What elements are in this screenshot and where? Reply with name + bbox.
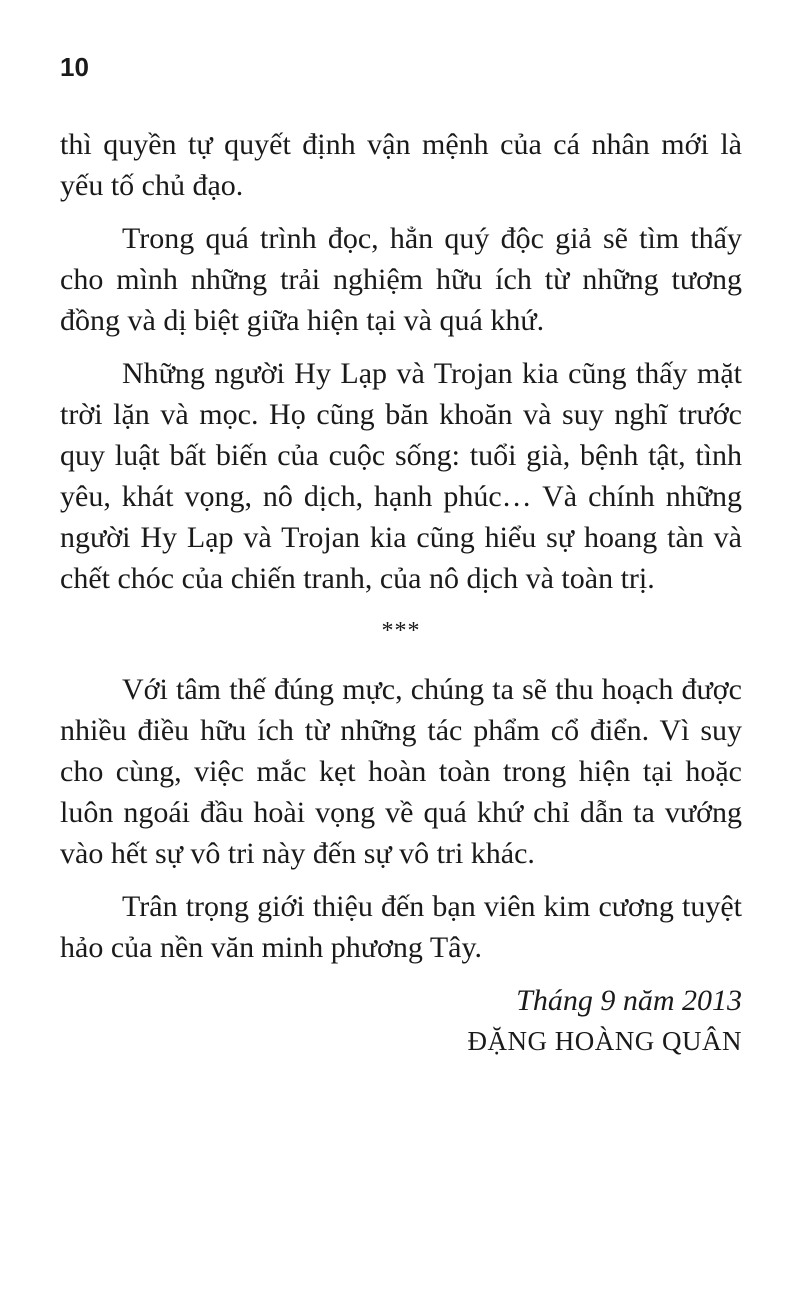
paragraph-reading-experience: Trong quá trình đọc, hẳn quý độc giả sẽ tìm thấy cho mình những trải nghiệm hữu ích từ những tương đồng và dị biệt giữa hiện tại và quá khứ.	[60, 222, 742, 337]
signature-date: Tháng 9 năm 2013	[516, 984, 742, 1017]
signature-author: ĐẶNG HOÀNG QUÂN	[467, 1026, 742, 1056]
page-body	[60, 124, 742, 1062]
signature-block	[60, 980, 742, 1062]
paragraph-classics: Với tâm thế đúng mực, chúng ta sẽ thu hoạch được nhiều điều hữu ích từ những tác phẩm cổ điển. Vì suy cho cùng, việc mắc kẹt hoàn toàn trong hiện tại hoặc luôn ngoái đầu hoài vọng về quá khứ chỉ dẫn ta vướng vào hết sự vô tri này đến sự vô tri khác.	[60, 673, 742, 870]
paragraph-continuation: thì quyền tự quyết định vận mệnh của cá nhân mới là yếu tố chủ đạo.	[60, 128, 742, 202]
paragraph-greeks-trojans: Những người Hy Lạp và Trojan kia cũng thấy mặt trời lặn và mọc. Họ cũng băn khoăn và suy nghĩ trước quy luật bất biến của cuộc sống: tuổi già, bệnh tật, tình yêu, khát vọng, nô dịch, hạnh phúc… Và chính những người Hy Lạp và Trojan kia cũng hiểu sự hoang tàn và chết chóc của chiến tranh, của nô dịch và toàn trị.	[60, 357, 742, 595]
page-number: 10	[60, 52, 89, 82]
section-separator: ***	[381, 618, 421, 644]
paragraph-introduction: Trân trọng giới thiệu đến bạn viên kim cương tuyệt hảo của nền văn minh phương Tây.	[60, 890, 742, 964]
